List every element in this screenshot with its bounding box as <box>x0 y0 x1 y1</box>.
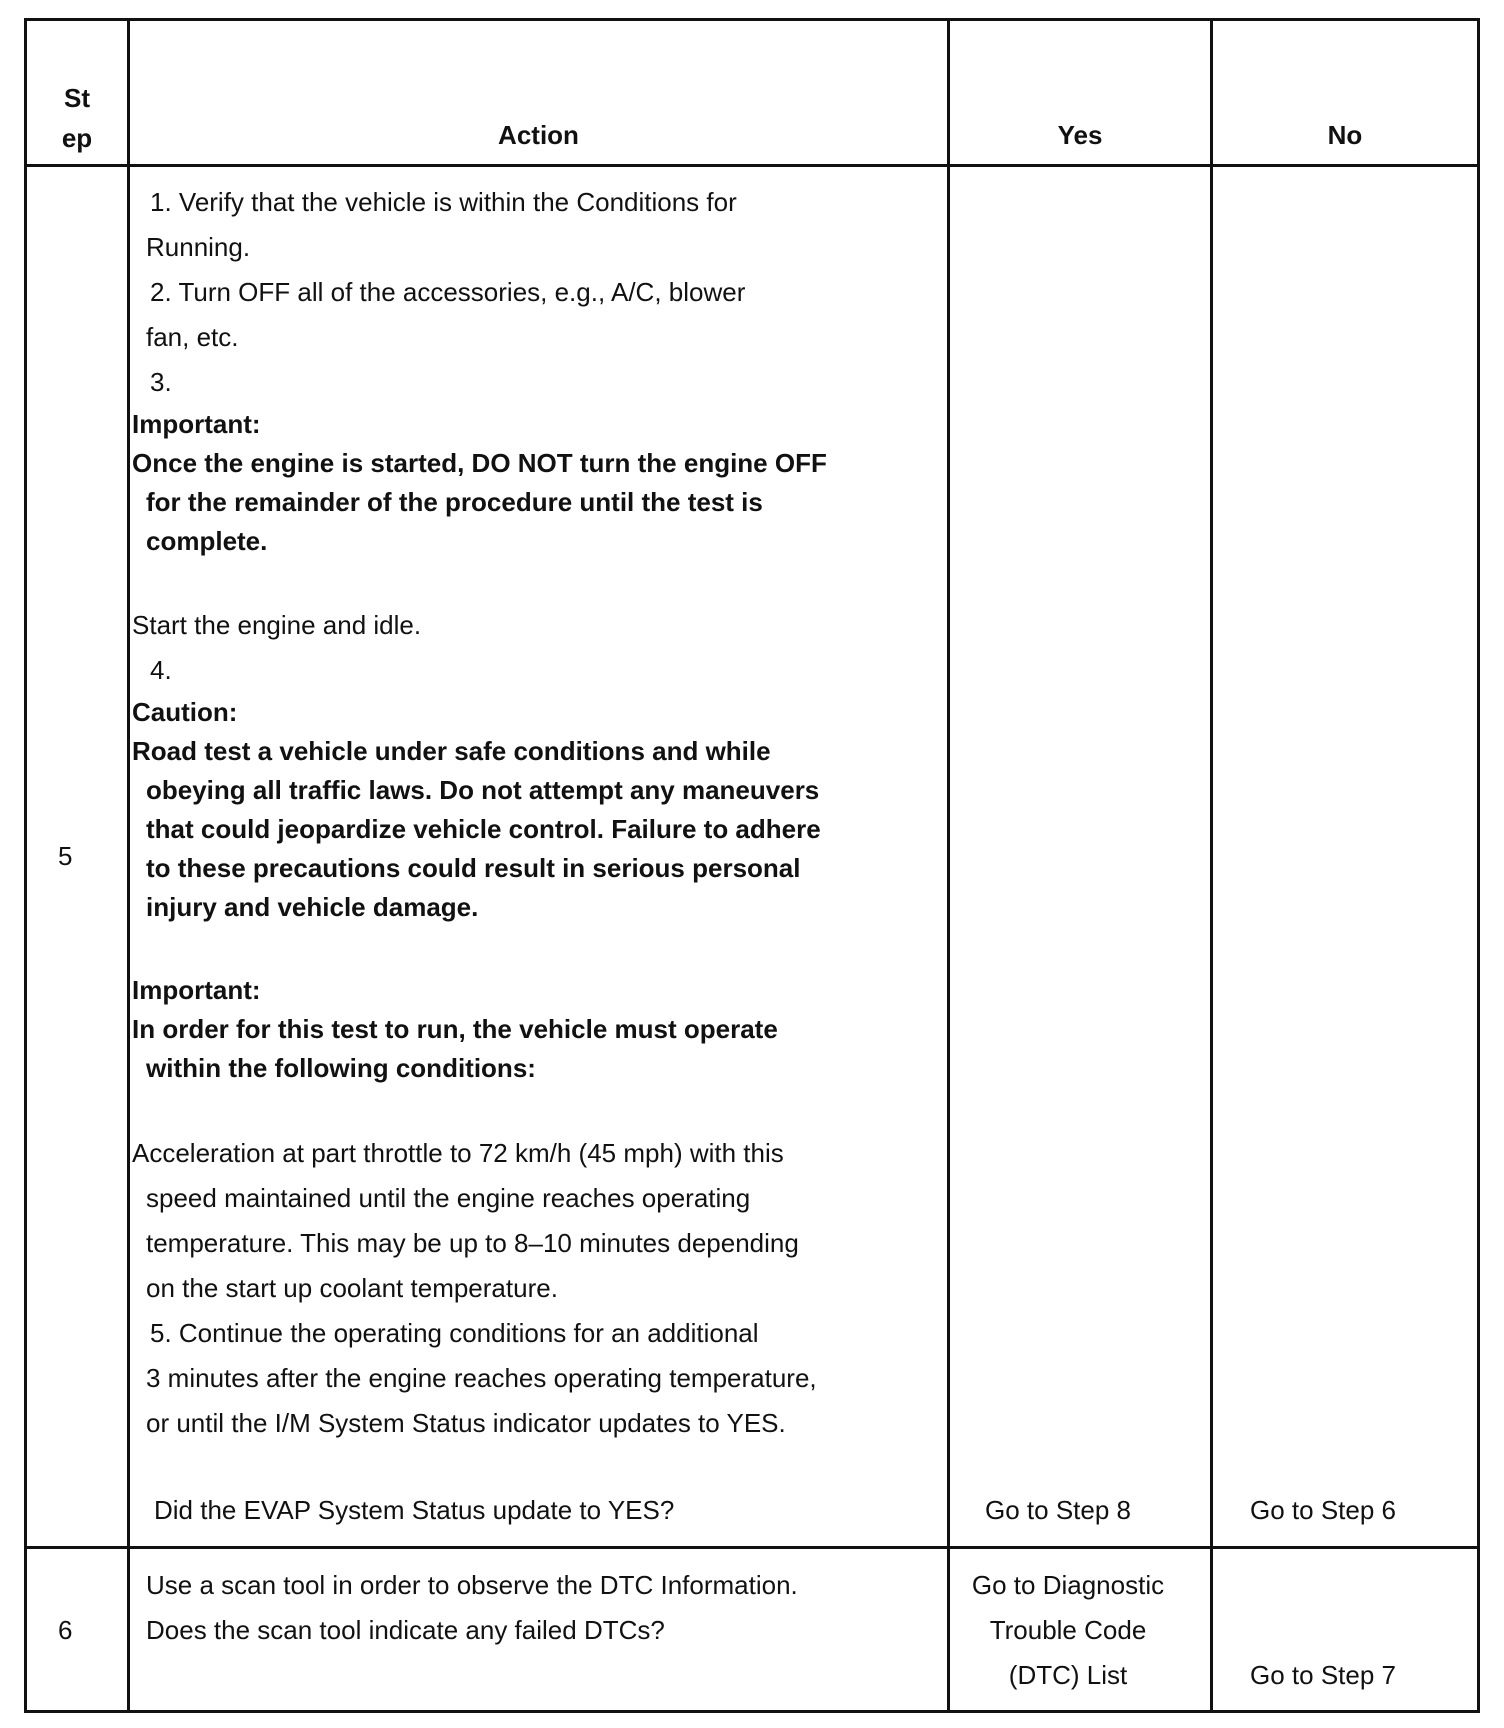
important-text: complete. <box>146 526 268 556</box>
step-5-line: 5. Continue the operating conditions for an additional <box>150 1318 759 1348</box>
step-5-line: temperature. This may be up to 8–10 minutes depending <box>146 1228 799 1258</box>
step-5-line: speed maintained until the engine reaches operating <box>146 1183 751 1213</box>
important-text: within the following conditions: <box>146 1053 536 1083</box>
table-border-top <box>24 18 1480 21</box>
header-action: Action <box>498 120 579 150</box>
header-divider <box>24 164 1480 167</box>
table-border-left <box>24 20 27 1713</box>
step-5-line: 2. Turn OFF all of the accessories, e.g., A/C, blower <box>150 277 746 307</box>
step-5-question: Did the EVAP System Status update to YES? <box>154 1495 675 1525</box>
step-5-line: on the start up coolant temperature. <box>146 1273 558 1303</box>
step-5-line: 3 minutes after the engine reaches operating temperature, <box>146 1363 817 1393</box>
step-6-action-line: Does the scan tool indicate any failed DTCs? <box>146 1615 665 1645</box>
caution-text: Road test a vehicle under safe conditions and while <box>132 736 771 766</box>
caution-text: to these precautions could result in serious personal <box>146 853 801 883</box>
important-text: In order for this test to run, the vehicle must operate <box>132 1014 778 1044</box>
important-text: Once the engine is started, DO NOT turn the engine OFF <box>132 448 827 478</box>
step-6-number: 6 <box>58 1615 73 1645</box>
step-6-yes-line: Go to Diagnostic <box>971 1570 1165 1600</box>
header-step <box>27 78 127 158</box>
step-6-yes-line: (DTC) List <box>1008 1660 1128 1690</box>
column-divider-yes <box>1210 20 1213 1713</box>
step-5-line: Start the engine and idle. <box>132 610 422 640</box>
important-text: for the remainder of the procedure until the test is <box>146 487 763 517</box>
step-6-yes-line: Trouble Code <box>989 1615 1147 1645</box>
column-divider-action <box>947 20 950 1713</box>
header-no: No <box>1327 120 1363 150</box>
step-6-no: Go to Step 7 <box>1250 1660 1396 1690</box>
column-divider-step <box>127 20 130 1713</box>
step-5-line: Acceleration at part throttle to 72 km/h (45 mph) with this <box>132 1138 784 1168</box>
step-5-no: Go to Step 6 <box>1250 1495 1396 1525</box>
table-border-right <box>1477 20 1480 1713</box>
caution-text: injury and vehicle damage. <box>146 892 479 922</box>
table-border-bottom <box>24 1710 1480 1713</box>
step-5-line: fan, etc. <box>146 322 239 352</box>
caution-label: Caution: <box>132 697 238 727</box>
header-yes: Yes <box>1057 120 1103 150</box>
important-label: Important: <box>132 409 261 439</box>
header-step-line1: St <box>64 83 90 113</box>
step-5-yes: Go to Step 8 <box>985 1495 1131 1525</box>
step-5-line: 1. Verify that the vehicle is within the Conditions for <box>150 187 737 217</box>
row-divider <box>24 1546 1480 1549</box>
header-step-line2: ep <box>61 123 93 153</box>
step-5-number: 5 <box>58 841 73 871</box>
caution-text: that could jeopardize vehicle control. Failure to adhere <box>146 814 821 844</box>
caution-text: obeying all traffic laws. Do not attempt any maneuvers <box>146 775 820 805</box>
step-6-action-line: Use a scan tool in order to observe the DTC Information. <box>146 1570 798 1600</box>
step-5-line: or until the I/M System Status indicator updates to YES. <box>146 1408 786 1438</box>
step-5-line: 4. <box>150 655 172 685</box>
step-5-line: 3. <box>150 367 172 397</box>
important-label: Important: <box>132 975 261 1005</box>
step-5-line: Running. <box>146 232 251 262</box>
